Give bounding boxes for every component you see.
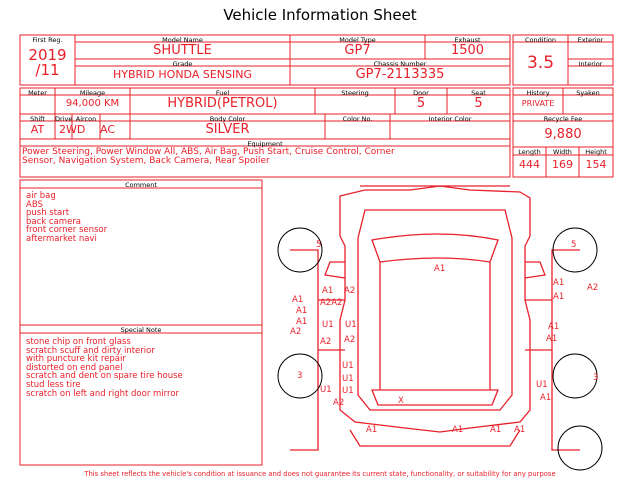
damage-mark-rear-center-u1-2: U1 (342, 374, 354, 384)
damage-mark-rear-center-u1-3: U1 (342, 386, 354, 396)
special-note-item: stone chip on front glass (26, 337, 131, 347)
comment-item: air bag (26, 191, 56, 201)
steering-label: Steering (341, 89, 369, 97)
damage-mark-left-fender-2: A2 (344, 286, 356, 296)
damage-mark-rear-center-u1-1: U1 (342, 361, 354, 371)
comment-item: front corner sensor (26, 225, 108, 236)
damage-mark-left-pillar-a2: A2 (290, 327, 302, 337)
damage-mark-left-fender-1: A1 (322, 286, 334, 296)
damage-mark-rear-right-u1: U1 (536, 380, 548, 390)
comment-label: Comment (125, 181, 157, 189)
fuel-label: Fuel (215, 89, 230, 97)
height-value: 154 (585, 158, 607, 171)
damage-mark-left-front-door-1: A1 (292, 295, 304, 305)
damage-mark-bumper-2: A1 (452, 425, 464, 435)
damage-mark-right-fender-1: A1 (553, 278, 565, 288)
history-label: History (526, 89, 550, 97)
sheet-title: Vehicle Information Sheet (223, 6, 417, 24)
special-note-item: scratch on left and right door mirror (26, 388, 180, 399)
grade-value: HYBRID HONDA SENSING (113, 68, 252, 81)
damage-mark-rear-left-u1: U1 (320, 385, 332, 395)
damage-mark-bumper-3: A1 (490, 425, 502, 435)
damage-mark-right-fender-3: A2 (587, 283, 599, 293)
exterior-label: Exterior (577, 36, 604, 44)
model-type-value: GP7 (344, 43, 371, 58)
height-label: Height (585, 148, 607, 156)
damage-mark-right-door-2: A1 (546, 334, 558, 344)
body-color-value: SILVER (205, 122, 250, 137)
condition-value: 3.5 (526, 53, 555, 73)
special-note-label: Special Note (120, 326, 162, 334)
seat-value: 5 (474, 96, 483, 111)
damage-mark-rear-x: X (398, 396, 404, 406)
special-note-item: scratch scuff and dirty interior (26, 345, 155, 356)
condition-label: Condition (524, 36, 557, 44)
door-label: Door (413, 89, 429, 97)
special-note-item: with puncture kit repair (26, 354, 126, 365)
exhaust-label: Exhaust (454, 36, 481, 44)
equipment-line-1: Power Steering, Power Window All, ABS, Air Bag, Push Start, Cruise Control, Corner (22, 147, 395, 157)
color-no-label: Color No. (342, 115, 373, 123)
width-label: Width (553, 148, 572, 156)
length-value: 444 (519, 158, 540, 171)
damage-mark-left-pillar-a1: A1 (296, 317, 308, 327)
first-reg-year: 2019 (28, 46, 67, 64)
model-type-label: Model Type (339, 36, 376, 44)
damage-mark-front-left-tire: 5 (316, 240, 322, 250)
recycle-fee-value: 9,880 (544, 127, 582, 142)
shift-value: AT (30, 123, 45, 136)
chassis-number-value: GP7-2113335 (355, 67, 445, 82)
damage-mark-rear-right-tire: 3 (593, 373, 599, 383)
meter-label: Meter (28, 89, 47, 97)
damage-mark-bumper-4: A1 (514, 425, 526, 435)
body-color-label: Body Color (209, 115, 246, 123)
damage-mark-front-right-tire: 5 (571, 240, 577, 250)
model-name-value: SHUTTLE (153, 43, 212, 58)
damage-mark-rear-left-tire: 3 (297, 371, 303, 381)
damage-mark-bumper-1: A1 (366, 425, 378, 435)
length-label: Length (518, 148, 541, 156)
special-note-item: scratch and dent on spare tire house (26, 371, 183, 382)
interior-color-label: Interior Color (428, 115, 472, 123)
history-value: PRIVATE (521, 99, 555, 108)
mileage-value: 94,000 KM (65, 98, 120, 109)
special-note-item: stud less tire (26, 379, 81, 390)
comment-item: aftermarket navi (26, 233, 97, 244)
door-value: 5 (416, 96, 426, 111)
damage-mark-right-a2-low: A2 (344, 335, 356, 345)
first-reg-month: /11 (35, 61, 60, 79)
seat-label: Seat (471, 89, 486, 97)
damage-mark-left-a2-low: A2 (320, 337, 332, 347)
recycle-fee-label: Recycle Fee (543, 115, 583, 123)
comment-item: push start (26, 208, 70, 219)
width-value: 169 (552, 158, 573, 171)
car-diagram (290, 186, 580, 450)
model-name-label: Model Name (162, 36, 203, 44)
damage-mark-hood: A1 (434, 264, 446, 274)
syaken-label: Syaken (576, 89, 600, 97)
damage-mark-right-door-1: A1 (548, 322, 560, 332)
disclaimer-footer: This sheet reflects the vehicle's condition at issuance and does not guarantee its current state, functionality, or suitability for any purpose (84, 470, 556, 478)
drive-value: 2WD (59, 123, 86, 136)
comment-list (26, 192, 107, 244)
damage-mark-right-fender-2: A1 (553, 292, 565, 302)
drive-label: Drive (55, 115, 73, 123)
aircon-value: AC (100, 123, 116, 136)
first-reg-label: First Reg. (32, 36, 63, 44)
damage-mark-center-a2a2: A2A2 (320, 298, 343, 308)
damage-mark-left-front-door-2: A1 (296, 306, 308, 316)
damage-mark-left-u1: U1 (322, 320, 334, 330)
comment-item: ABS (26, 199, 43, 210)
damage-mark-right-u1: U1 (345, 320, 357, 330)
equipment-label: Equipment (247, 140, 283, 148)
damage-mark-rear-left-a2: A2 (333, 398, 345, 408)
equipment-line-2: Sensor, Navigation System, Back Camera, Rear Spoiler (22, 156, 270, 166)
mileage-label: Mileage (79, 89, 106, 97)
fuel-value: HYBRID(PETROL) (167, 96, 278, 111)
special-note-item: distorted on end panel (26, 362, 123, 373)
damage-mark-rear-right-a1: A1 (540, 393, 552, 403)
exhaust-value: 1500 (450, 43, 485, 58)
shift-label: Shift (30, 115, 45, 123)
interior-label: Interior (578, 60, 603, 68)
special-note-list (26, 338, 183, 398)
grade-label: Grade (172, 60, 193, 68)
comment-item: back camera (26, 216, 81, 227)
chassis-number-label: Chassis Number (373, 60, 427, 68)
aircon-label: Aircon (75, 115, 97, 123)
